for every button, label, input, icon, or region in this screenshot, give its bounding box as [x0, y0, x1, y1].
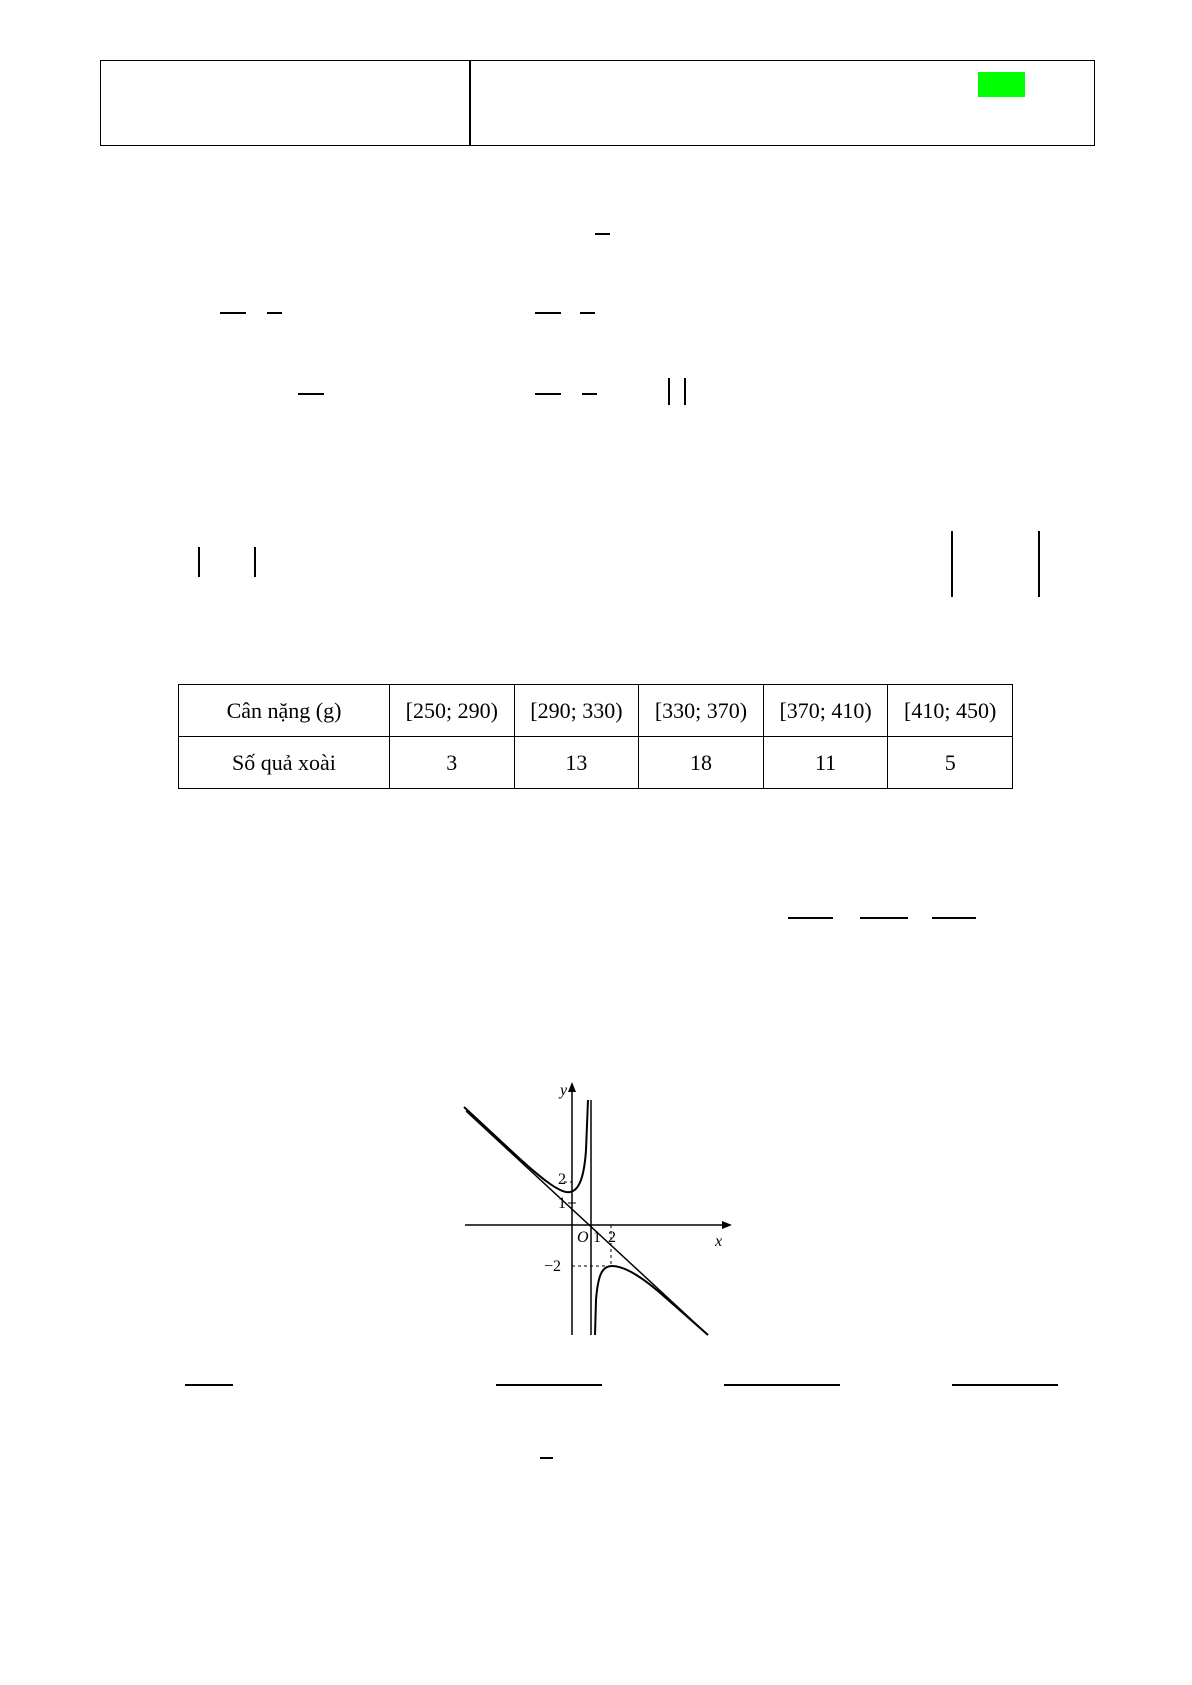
- header-divider: [469, 61, 471, 145]
- table-header-cell: [290; 330): [514, 685, 639, 737]
- fraction-bar: [724, 1384, 840, 1386]
- abs-bar: [254, 547, 256, 577]
- mango-weight-table: [178, 684, 1013, 789]
- fraction-bar: [298, 393, 324, 395]
- table-cell: 5: [888, 737, 1013, 789]
- y-axis-arrow: [568, 1082, 576, 1092]
- abs-bar: [198, 547, 200, 577]
- table-header-cell: [370; 410): [763, 685, 888, 737]
- table-header-cell: Cân nặng (g): [179, 685, 390, 737]
- table-row: [179, 737, 1013, 789]
- header-box: [100, 60, 1095, 146]
- abs-bar: [951, 531, 953, 597]
- curve-left-branch: [464, 1100, 588, 1192]
- y-axis-label: y: [560, 1082, 568, 1099]
- table-cell: Số quả xoài: [179, 737, 390, 789]
- fraction-bar: [535, 312, 561, 314]
- fraction-bar: [860, 917, 908, 919]
- highlight-tag: [978, 72, 1025, 97]
- table-header-cell: [410; 450): [888, 685, 1013, 737]
- tick-label-x2: 2: [608, 1229, 616, 1246]
- table-cell: 3: [390, 737, 515, 789]
- fraction-bar: [540, 1457, 553, 1459]
- table-cell: 11: [763, 737, 888, 789]
- x-axis-arrow: [722, 1221, 732, 1229]
- fraction-bar: [185, 1384, 233, 1386]
- fraction-bar: [952, 1384, 1058, 1386]
- tick-label-y2: 2: [558, 1171, 566, 1188]
- curve-right-branch: [595, 1266, 708, 1335]
- abs-bar: [684, 378, 686, 405]
- tick-label-y1: 1: [558, 1195, 566, 1212]
- table-header-cell: [330; 370): [639, 685, 764, 737]
- tick-label-x1: 1: [593, 1229, 601, 1246]
- fraction-bar: [535, 393, 561, 395]
- fraction-bar: [595, 233, 610, 235]
- table-cell: 18: [639, 737, 764, 789]
- table-cell: 13: [514, 737, 639, 789]
- tick-label-yneg2: −2: [544, 1258, 562, 1275]
- x-axis-label: x: [715, 1233, 723, 1250]
- table-header-cell: [250; 290): [390, 685, 515, 737]
- fraction-bar: [267, 312, 282, 314]
- fraction-bar: [496, 1384, 602, 1386]
- table-row: [179, 685, 1013, 737]
- fraction-bar: [582, 393, 597, 395]
- fraction-bar: [932, 917, 976, 919]
- abs-bar: [668, 378, 670, 405]
- origin-label: O: [577, 1229, 589, 1246]
- abs-bar: [1038, 531, 1040, 597]
- fraction-bar: [788, 917, 833, 919]
- function-graph: [460, 1080, 740, 1340]
- fraction-bar: [580, 312, 595, 314]
- fraction-bar: [220, 312, 246, 314]
